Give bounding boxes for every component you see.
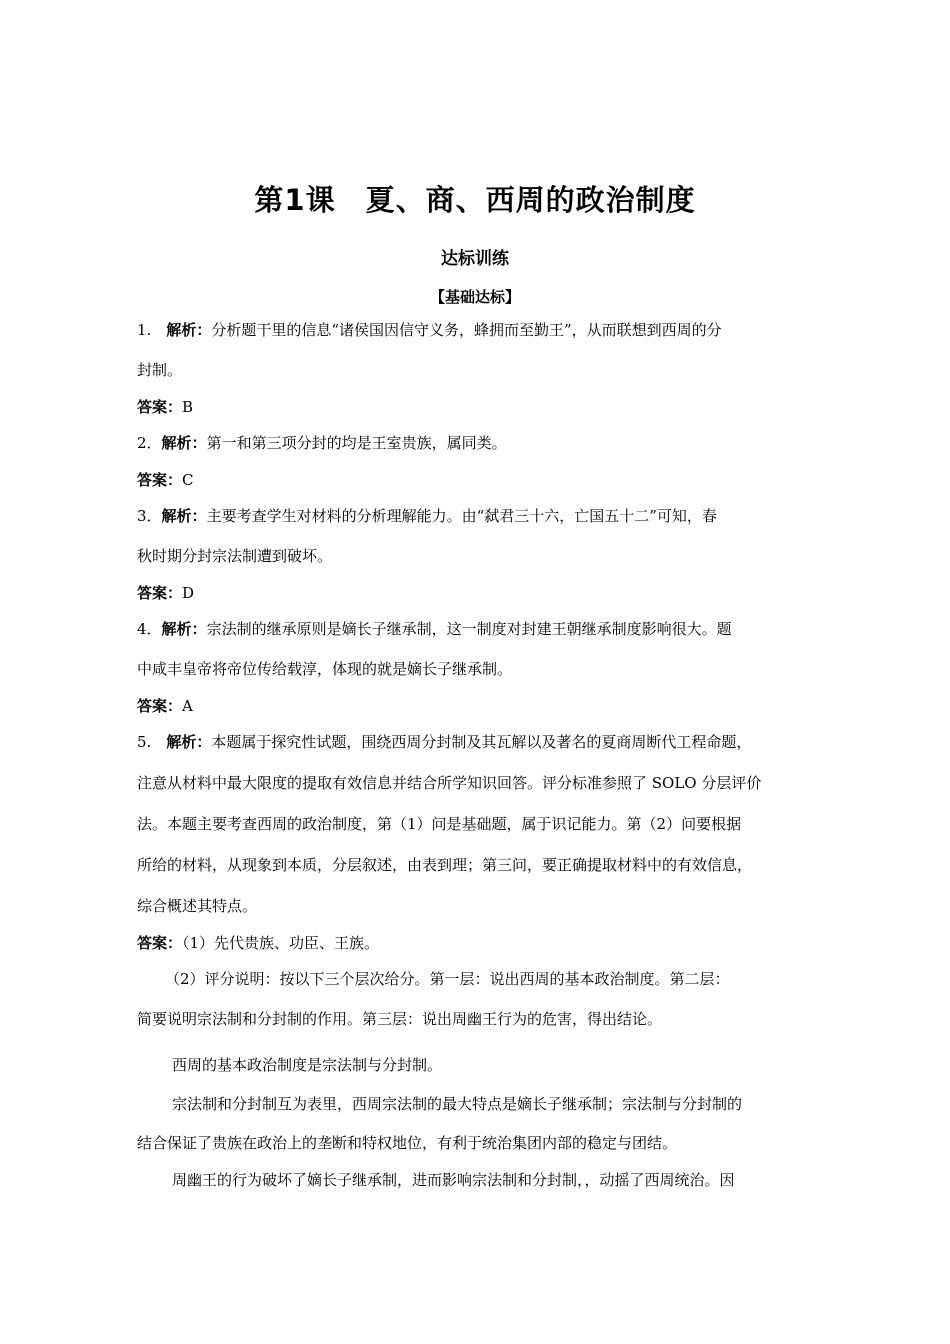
q1-analysis-text: 分析题干里的信息“诸侯国因信守义务，蜂拥而至勤王”，从而联想到西周的分 — [211, 321, 722, 339]
q5-analysis-label: 解析： — [166, 733, 212, 751]
q1-analysis-label: 解析： — [166, 321, 212, 339]
q5-analysis-line-4 — [137, 855, 752, 875]
q3-analysis-line — [137, 506, 717, 526]
q5-analysis-text-3: 法。本题主要考查西周的政治制度，第（1）问是基础题，属于识记能力。第（2）问要根据 — [137, 815, 742, 833]
q2-analysis-line — [137, 433, 507, 453]
q1-answer — [137, 397, 193, 417]
q5-analysis-text-2: 注意从材料中最大限度的提取有效信息并结合所学知识回答。评分标准参照了 SOLO 分层评价 — [137, 774, 762, 792]
q5-analysis-text-5: 综合概述其特点。 — [137, 897, 258, 915]
q3-answer — [137, 583, 194, 603]
q2-analysis-text: 第一和第三项分封的均是王室贵族，属同类。 — [206, 434, 507, 452]
q5-paragraph-1-text: 西周的基本政治制度是宗法制与分封制。 — [172, 1056, 443, 1074]
q1-answer-label: 答案： — [137, 398, 183, 416]
q5-answer-part-2-cont — [137, 1009, 662, 1029]
q5-paragraph-2-text: 宗法制和分封制互为表里，西周宗法制的最大特点是嫡长子继承制；宗法制与分封制的 — [172, 1095, 743, 1113]
q1-analysis-line — [137, 320, 722, 340]
q2-answer-label: 答案： — [137, 471, 183, 489]
q5-analysis-line-3 — [137, 814, 741, 834]
q5-analysis-text-4: 所给的材料，从现象到本质，分层叙述，由表到理；第三问，要正确提取材料中的有效信息， — [137, 856, 753, 874]
q4-analysis-line — [137, 619, 732, 639]
q5-analysis-line — [137, 732, 751, 752]
q3-analysis-label: 解析： — [161, 507, 207, 525]
q4-analysis-text: 宗法制的继承原则是嫡长子继承制，这一制度对封建王朝继承制度影响很大。题 — [206, 620, 732, 638]
page-title: 第1课 夏、商、西周的政治制度 — [254, 183, 696, 217]
q1-number: 1. — [137, 321, 167, 339]
q1-answer-value: B — [182, 398, 194, 416]
q5-analysis-line-5 — [137, 896, 257, 916]
q2-answer — [137, 470, 194, 490]
q5-answer — [137, 933, 379, 953]
q1-analysis-text-2: 封制。 — [137, 361, 183, 379]
q3-analysis-text-2: 秋时期分封宗法制遭到破坏。 — [137, 547, 333, 565]
q4-analysis-label: 解析： — [161, 620, 207, 638]
q5-analysis-line-2 — [137, 773, 761, 793]
q3-analysis-line-2 — [137, 546, 332, 566]
q4-answer-value: A — [182, 697, 193, 715]
q3-answer-value: D — [182, 584, 195, 602]
q5-analysis-text: 本题属于探究性试题，围绕西周分封制及其瓦解以及著名的夏商周断代工程命题， — [211, 733, 752, 751]
subtitle: 达标训练 — [441, 249, 509, 269]
q5-answer-part-2-text-2: 简要说明宗法制和分封制的作用。第三层：说出周幽王行为的危害，得出结论。 — [137, 1010, 663, 1028]
q4-answer — [137, 696, 193, 716]
q2-analysis-label: 解析： — [161, 434, 207, 452]
q5-paragraph-3-text: 周幽王的行为破坏了嫡长子继承制，进而影响宗法制和分封制，，动摇了西周统治。因 — [172, 1171, 735, 1189]
q5-answer-part-1: （1）先代贵族、功臣、王族。 — [182, 934, 380, 952]
q5-answer-part-2-text: （2）评分说明：按以下三个层次给分。第一层：说出西周的基本政治制度。第二层： — [165, 970, 730, 988]
q5-answer-label: 答案： — [137, 934, 183, 952]
q4-analysis-text-2: 中咸丰皇帝将帝位传给载淳，体现的就是嫡长子继承制。 — [137, 660, 513, 678]
q5-number: 5. — [137, 733, 167, 751]
q5-answer-part-2 — [165, 969, 730, 989]
q4-analysis-line-2 — [137, 659, 512, 679]
q1-analysis-line-2 — [137, 360, 182, 380]
q3-answer-label: 答案： — [137, 584, 183, 602]
q2-answer-value: C — [182, 471, 194, 489]
q4-number: 4． — [137, 620, 162, 638]
q5-paragraph-2-cont — [137, 1133, 677, 1153]
q2-number: 2． — [137, 434, 162, 452]
q5-paragraph-2-text-2: 结合保证了贵族在政治上的垄断和特权地位，有利于统治集团内部的稳定与团结。 — [137, 1134, 678, 1152]
q5-paragraph-3 — [172, 1170, 735, 1190]
q3-number: 3． — [137, 507, 162, 525]
q3-analysis-text: 主要考查学生对材料的分析理解能力。由“弑君三十六，亡国五十二”可知，春 — [206, 507, 717, 525]
q5-paragraph-1 — [172, 1055, 442, 1075]
q4-answer-label: 答案： — [137, 697, 183, 715]
q5-paragraph-2 — [172, 1094, 742, 1114]
section-heading: 【基础达标】 — [429, 288, 520, 306]
